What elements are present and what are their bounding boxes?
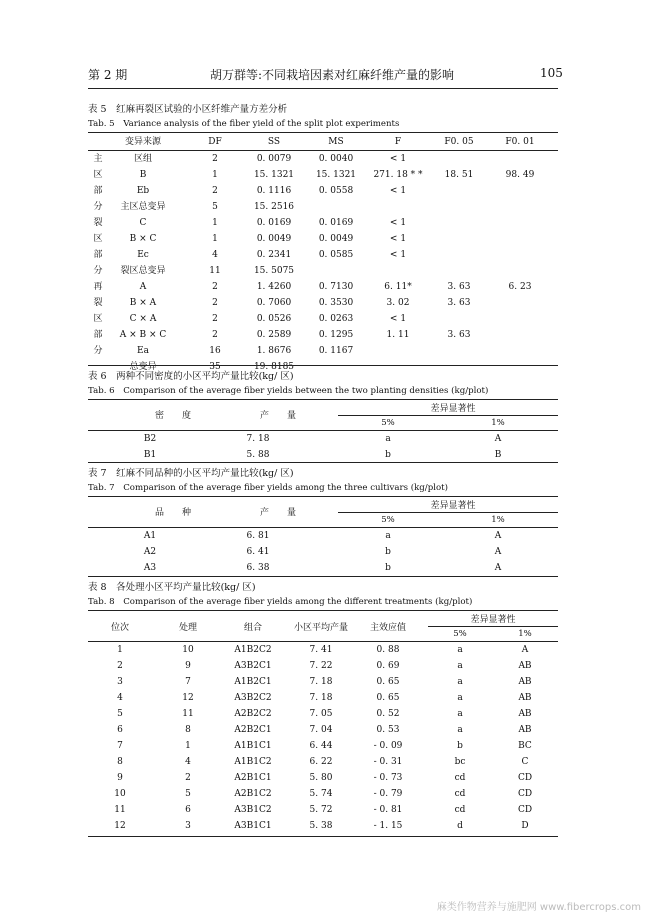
table7-cell: A [494,547,502,557]
table5-cell: 5 [212,202,218,212]
table8-row [88,658,558,674]
table5-cell: 1 [212,218,218,228]
table5-cell: 15. 1321 [253,170,295,180]
table5-cell: Ea [137,346,149,356]
table5-cell: 0. 0049 [318,234,354,244]
table8-cell: C [521,757,529,767]
table5-cell: 271. 18 * * [373,170,423,180]
table8-cell: 2 [117,661,123,671]
table8-cell: 4 [185,757,191,767]
table5-bottom-rule [88,365,558,366]
table5-cell: A [139,282,147,292]
table6-row [88,431,558,447]
table6-top-rule [88,399,558,400]
table6-cell: A [494,434,502,444]
table8-cell: 8 [117,757,123,767]
table5-header-row [88,134,558,150]
table5-group-char: 部 [93,250,103,260]
table5-cell: 0. 0169 [256,218,292,228]
table5-group-char: 分 [93,266,103,276]
table8-cell: 11 [114,805,126,815]
table6-caption-en: Tab. 6 Comparison of the average fiber yields between the two planting densities (kg/plot) [88,386,489,396]
table8-cell: b [457,741,463,751]
table7-col-cultivar: 品 种 [154,508,191,518]
table8-cell: A [521,645,529,655]
table8-cell: a [457,693,463,703]
table5-cell: B × A [129,298,157,308]
table5-cell: B × C [129,234,157,244]
table8-cell: 10 [182,645,194,655]
table8-cell: 0. 52 [376,709,400,719]
table5-cell: B [139,170,147,180]
table5-cell: 裂区总变异 [120,266,166,276]
table8-cell: 9 [117,773,123,783]
table5-row [88,311,558,327]
table5-group-label [88,151,108,215]
table8-cell: A3B1C1 [234,821,272,831]
table7-body [88,528,558,576]
table8-cell: - 0. 73 [373,773,403,783]
table8-cell: CD [517,773,533,783]
table5-cell: < 1 [389,218,407,228]
table5-row [88,263,558,279]
table5-cell: 2 [212,314,218,324]
table7-top-rule [88,496,558,497]
table5-cell: < 1 [389,234,407,244]
table8-cell: - 0. 81 [373,805,403,815]
table8-cell: A1B1C2 [234,757,272,767]
table5-cell: 3. 63 [447,298,471,308]
table5-cell: 98. 49 [505,170,535,180]
table8-col-treatment: 处理 [178,623,197,633]
table7-caption-cn: 表 7 红麻不同品种的小区平均产量比较(kg/ 区) [88,468,294,479]
table8-cell: 5. 72 [309,805,333,815]
table5-group-char: 分 [93,202,103,212]
table8-cell: A2B2C1 [234,725,272,735]
table8-cell: cd [454,773,466,783]
table5-col-header: 变异来源 [124,137,161,147]
table5-cell: 11 [209,266,221,276]
table7-row [88,544,558,560]
table8-cell: 12 [114,821,126,831]
table5-cell: 2 [212,154,218,164]
table5-group-char: 再 [93,282,103,292]
table6-cell: 7. 18 [246,434,270,444]
table8-row [88,674,558,690]
table5-group-char: 裂 [93,218,103,228]
table5-cell: A × B × C [119,330,167,340]
table8-cell: BC [518,741,532,751]
table8-cell: 2 [185,773,191,783]
table6-significance-rule [338,415,558,416]
table8-cell: 6. 44 [309,741,333,751]
table5-cell: < 1 [389,154,407,164]
table5-group-label [88,215,108,279]
table5-group-char: 分 [93,346,103,356]
table8-cell: 7. 22 [309,661,333,671]
table8-row [88,642,558,658]
table5-cell: 1. 4260 [256,282,292,292]
table6-cell: B [494,450,502,460]
table5-group-char: 区 [93,170,103,180]
table8-cell: D [521,821,529,831]
table6-col-1pct: 1% [491,418,505,428]
table6-caption-cn: 表 6 两种不同密度的小区平均产量比较(kg/ 区) [88,371,294,382]
table8-row [88,770,558,786]
table6-col-density: 密 度 [154,411,191,421]
table8-cell: cd [454,805,466,815]
table5-cell: 1. 11 [386,330,410,340]
table5-cell: 0. 1167 [318,346,354,356]
table8-cell: CD [517,805,533,815]
table8-row [88,722,558,738]
table8-cell: 0. 65 [376,693,400,703]
table8-cell: 7. 04 [309,725,333,735]
table8-col-5pct: 5% [453,629,467,639]
table5-cell: 0. 1116 [256,186,292,196]
table5-cell: Ec [137,250,149,260]
table5-cell: 0. 7130 [318,282,354,292]
table5-cell: C [139,218,147,228]
table5-cell: 2 [212,282,218,292]
table5-col-header: MS [328,137,344,147]
table8-significance-rule [428,626,558,627]
table6-bottom-rule [88,462,558,463]
table8-cell: CD [517,789,533,799]
table8-cell: 11 [182,709,194,719]
table8-col-effect: 主效应值 [369,623,406,633]
table7-col-5pct: 5% [381,515,395,525]
table7-cell: A2 [143,547,157,557]
table5-cell: 0. 0558 [318,186,354,196]
table8-bottom-rule [88,836,558,837]
table8-col-yield: 小区平均产量 [293,623,348,633]
table5-cell: 1. 8676 [256,346,292,356]
table5-cell: 0. 0526 [256,314,292,324]
table8-cell: 1 [117,645,123,655]
table8-row [88,706,558,722]
table7-row [88,560,558,576]
table5-row [88,247,558,263]
table8-cell: 7 [185,677,191,687]
table5-cell: 1 [212,234,218,244]
issue-number: 第 2 期 [88,68,128,82]
table8-col-1pct: 1% [518,629,532,639]
table8-cell: A1B2C1 [234,677,272,687]
table8-cell: 5. 38 [309,821,333,831]
table6-row [88,447,558,463]
table5-col-header: SS [267,137,281,147]
table5-cell: 1 [212,170,218,180]
table7-cell: A1 [143,531,157,541]
table7-cell: a [385,531,391,541]
table5-body [88,151,558,375]
table8-top-rule [88,610,558,611]
table5-row [88,151,558,167]
table5-cell: < 1 [389,250,407,260]
table8-cell: a [457,725,463,735]
table8-cell: 0. 69 [376,661,400,671]
table8-cell: 7. 05 [309,709,333,719]
table5-cell: 4 [212,250,218,260]
table6-cell: a [385,434,391,444]
table5-row [88,199,558,215]
table8-cell: A3B2C1 [234,661,272,671]
table8-row [88,754,558,770]
table8-cell: - 0. 09 [373,741,403,751]
table6-col-yield: 产 量 [259,411,296,421]
table5-col-header: F [394,137,402,147]
table8-cell: d [457,821,463,831]
table5-cell: C × A [129,314,157,324]
table5-cell: 0. 3530 [318,298,354,308]
table5-cell: 0. 0040 [318,154,354,164]
table8-cell: 3 [185,821,191,831]
table5-group-char: 部 [93,330,103,340]
table5-cell: < 1 [389,314,407,324]
table5-group-char: 区 [93,234,103,244]
table5-row [88,327,558,343]
table8-cell: 0. 65 [376,677,400,687]
table5-cell: 18. 51 [444,170,474,180]
table5-cell: 15. 2516 [253,202,295,212]
table8-cell: 4 [117,693,123,703]
table8-cell: 7. 18 [309,693,333,703]
table7-col-yield: 产 量 [259,508,296,518]
table7-significance-rule [338,512,558,513]
table8-cell: 0. 88 [376,645,400,655]
table5-row [88,295,558,311]
table8-cell: 7 [117,741,123,751]
table5-cell: Eb [136,186,150,196]
table7-cell: A3 [143,563,157,573]
table5-group-label [88,279,108,359]
table8-cell: - 0. 79 [373,789,403,799]
table8-cell: 1 [185,741,191,751]
table5-cell: 0. 0585 [318,250,354,260]
table7-cell: A [494,531,502,541]
table8-cell: a [457,645,463,655]
table6-cell: b [385,450,391,460]
table8-cell: A2B1C1 [234,773,272,783]
table7-cell: 6. 81 [246,531,270,541]
table6-body [88,431,558,463]
table8-cell: 9 [185,661,191,671]
table8-cell: 10 [114,789,126,799]
table5-group-char: 区 [93,314,103,324]
table8-cell: 12 [182,693,194,703]
table8-cell: A1B1C1 [234,741,272,751]
table5-cell: 0. 0169 [318,218,354,228]
table8-col-rank: 位次 [110,623,129,633]
table8-cell: A2B2C2 [234,709,272,719]
table5-cell: 16 [209,346,221,356]
table8-row [88,786,558,802]
table8-cell: AB [518,661,532,671]
table6-cell: B2 [143,434,157,444]
table5-cell: 3. 02 [386,298,410,308]
table7-cell: b [385,547,391,557]
table5-cell: 2 [212,298,218,308]
table8-cell: 5 [117,709,123,719]
table5-caption-cn: 表 5 红麻再裂区试验的小区纤维产量方差分析 [88,104,288,115]
table5-cell: 0. 0263 [318,314,354,324]
table5-caption-en: Tab. 5 Variance analysis of the fiber yield of the split plot experiments [88,119,400,129]
table8-cell: 5. 80 [309,773,333,783]
table6-cell: 5. 88 [246,450,270,460]
table7-cell: b [385,563,391,573]
table5-row [88,183,558,199]
table5-row [88,343,558,359]
table5-group-char: 裂 [93,298,103,308]
table5-row [88,231,558,247]
table8-cell: cd [454,789,466,799]
table8-cell: 0. 53 [376,725,400,735]
table5-cell: 15. 5075 [253,266,295,276]
table8-col-significance: 差异显著性 [470,615,516,625]
table5-row [88,279,558,295]
table8-cell: a [457,661,463,671]
table8-row [88,802,558,818]
table5-cell: 总变异 [129,362,157,372]
table8-cell: A3B2C2 [234,693,272,703]
table8-cell: 5. 74 [309,789,333,799]
table5-cell: 2 [212,330,218,340]
table5-col-header: DF [208,137,222,147]
table5-row [88,167,558,183]
table5-cell: 0. 2341 [256,250,292,260]
table8-cell: A3B1C2 [234,805,272,815]
table8-body [88,642,558,834]
table8-cell: 6 [185,805,191,815]
table5-cell: 0. 2589 [256,330,292,340]
table8-caption-en: Tab. 8 Comparison of the average fiber yields among the different treatments (kg/plot) [88,597,473,607]
table5-cell: 3. 63 [447,330,471,340]
table8-cell: 3 [117,677,123,687]
table5-cell: < 1 [389,186,407,196]
table5-col-header: F0. 05 [444,137,474,147]
table5-top-rule [88,132,558,133]
table5-header [88,134,558,150]
running-title: 胡万群等:不同栽培因素对红麻纤维产量的影响 [210,68,455,82]
header-rule [88,88,558,89]
table7-bottom-rule [88,576,558,577]
table5-group-char: 主 [93,154,103,164]
watermark: 麻类作物营养与施肥网 www.fibercrops.com [436,902,641,913]
table8-row [88,738,558,754]
table7-cell: 6. 41 [246,547,270,557]
table8-cell: 7. 18 [309,677,333,687]
table6-cell: B1 [143,450,157,460]
table8-cell: - 1. 15 [373,821,403,831]
table6-col-significance: 差异显著性 [430,404,476,414]
table8-cell: AB [518,693,532,703]
table8-cell: a [457,709,463,719]
table5-cell: 0. 7060 [256,298,292,308]
table7-cell: 6. 38 [246,563,270,573]
table5-row [88,215,558,231]
table7-row [88,528,558,544]
table7-col-significance: 差异显著性 [430,501,476,511]
table8-cell: 8 [185,725,191,735]
table8-row [88,690,558,706]
table5-cell: 19. 8185 [253,362,295,372]
table8-cell: A1B2C2 [234,645,272,655]
table5-cell: 35 [209,362,221,372]
page-number: 105 [540,66,563,80]
table8-cell: 5 [185,789,191,799]
table8-cell: AB [518,725,532,735]
table7-cell: A [494,563,502,573]
table5-cell: 主区总变异 [120,202,166,212]
table8-cell: A2B1C2 [234,789,272,799]
table5-cell: 0. 0079 [256,154,292,164]
table8-cell: bc [454,757,466,767]
table8-cell: a [457,677,463,687]
table8-col-combination: 组合 [243,623,262,633]
table5-cell: 6. 23 [508,282,532,292]
table7-col-1pct: 1% [491,515,505,525]
table8-cell: AB [518,677,532,687]
table8-cell: - 0. 31 [373,757,403,767]
table5-cell: 2 [212,186,218,196]
table8-row [88,818,558,834]
table7-caption-en: Tab. 7 Comparison of the average fiber yields among the three cultivars (kg/plot) [88,483,448,493]
table8-cell: 7. 41 [309,645,333,655]
table5-group-char: 部 [93,186,103,196]
table5-cell: 0. 1295 [318,330,354,340]
table8-cell: AB [518,709,532,719]
table6-col-5pct: 5% [381,418,395,428]
table5-col-header: F0. 01 [505,137,535,147]
table5-cell: 0. 0049 [256,234,292,244]
table5-cell: 6. 11* [384,282,412,292]
table5-cell: 区组 [133,154,152,164]
table5-cell: 15. 1321 [315,170,357,180]
table8-caption-cn: 表 8 各处理小区平均产量比较(kg/ 区) [88,582,256,593]
table5-cell: 3. 63 [447,282,471,292]
table8-cell: 6. 22 [309,757,333,767]
table8-cell: 6 [117,725,123,735]
